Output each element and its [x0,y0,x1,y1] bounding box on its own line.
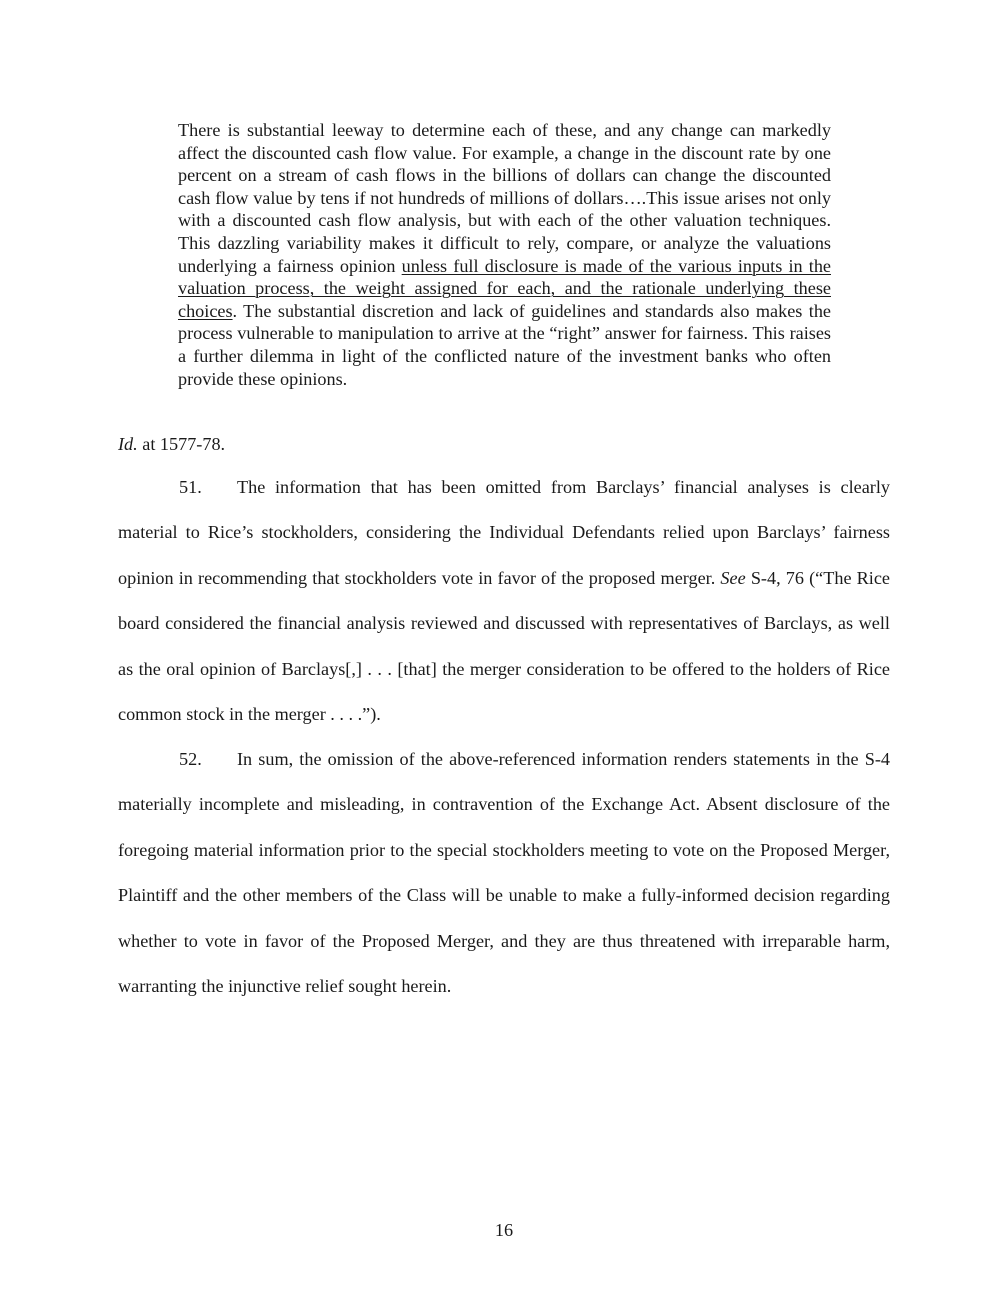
citation-id: Id. [118,434,138,454]
quote-text-part1: There is substantial leeway to determine each of these, and any change can markedly affect the discounted cash flow value. For example, a change in the discount rate by one percent on a stream of cash flows in the billions of dollars can change the discounted cash flow value by tens if not hundreds of millions of dollars….This issue arises not only with a discounted cash flow analysis, but with each of the other valuation techniques. This dazzling variability makes it difficult to rely, compare, or analyze the valuations underlying a fairness opinion [178,120,831,276]
paragraph-text: In sum, the omission of the above-referenced information renders statements in the S-4 materially incomplete and misleading, in contravention of the Exchange Act. Absent disclosure of the foregoing material information prior to the special stockholders meeting to vote on the Proposed Merger, Plaintiff and the other members of the Class will be unable to make a fully-informed decision regarding whether to vote in favor of the Proposed Merger, and they are thus threatened with irreparable harm, warranting the injunctive relief sought herein. [118,749,890,997]
see-signal: See [720,567,746,588]
block-quote [178,119,831,390]
paragraph-number: 51. [179,477,202,497]
paragraph-52 [118,737,890,1009]
citation [118,433,225,455]
page-number: 16 [494,1220,514,1240]
paragraph-number: 52. [179,749,202,769]
quote-text-part2: . The substantial discretion and lack of guidelines and standards also makes the process vulnerable to manipulation to arrive at the “right” answer for fairness. This raises a further dilemma in light of the conflicted nature of the investment banks who often provide these opinions. [178,300,831,389]
citation-pages: at 1577-78. [137,434,226,454]
quote-underlined-text: unless full disclosure is made of the various inputs in the valuation process, the weight assigned for each, and the rationale underlying these choices [178,255,831,321]
paragraph-text: S-4, 76 (“The Rice board considered the financial analysis reviewed and discussed with representatives of Barclays, as well as the oral opinion of Barclays[,] . . . [that] the merger consideration to be offered to the holders of Rice common stock in the merger . . . .”). [118,567,891,725]
paragraph-text: The information that has been omitted from Barclays’ financial analyses is clearly material to Rice’s stockholders, considering the Individual Defendants relied upon Barclays’ fairness opinion in recommending that stockholders vote in favor of the proposed merger. [118,477,890,588]
paragraph-51 [118,465,890,737]
